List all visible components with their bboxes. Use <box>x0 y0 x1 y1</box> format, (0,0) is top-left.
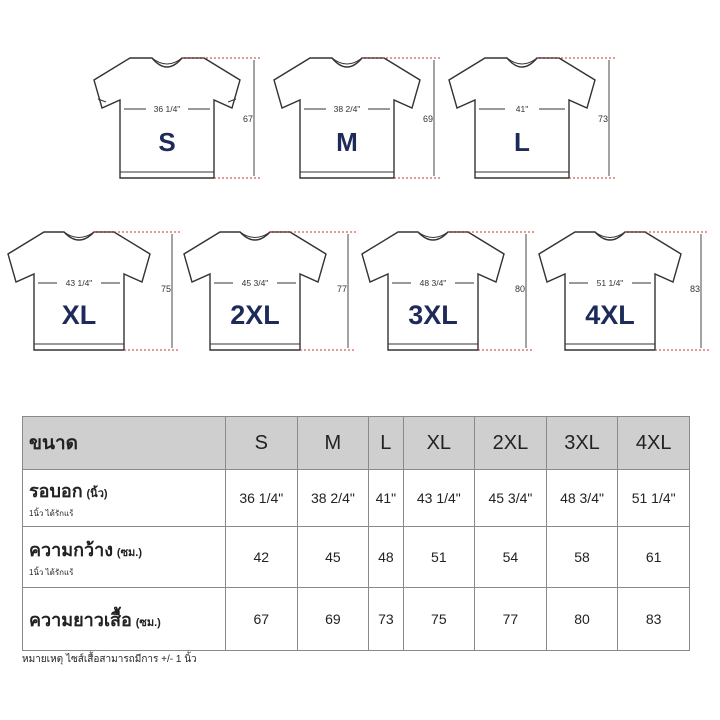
table-row-length <box>23 588 690 651</box>
row-label-chest <box>23 470 226 527</box>
header-size-m: M <box>297 417 369 470</box>
header-size-2xl: 2XL <box>475 417 547 470</box>
tshirt-icon <box>90 52 280 184</box>
row-label-unit: (ซม.) <box>135 616 161 629</box>
tshirt-icon <box>537 226 717 356</box>
tshirt-icon <box>445 52 635 184</box>
tshirt-icon <box>360 226 540 356</box>
chest-measure-label: 38 2/4" <box>333 104 361 114</box>
table-cell: 83 <box>618 588 690 651</box>
table-cell: 45 3/4" <box>475 470 547 527</box>
table-cell: 45 <box>297 527 369 588</box>
row-label-text: รอบอก <box>29 481 83 501</box>
footnote: หมายเหตุ ไซส์เสื้อสามารถมีการ +/- 1 นิ้ว <box>22 654 197 665</box>
table-cell: 48 <box>369 527 403 588</box>
table-row-width <box>23 527 690 588</box>
length-measure-label: 80 <box>514 284 526 294</box>
chest-measure-label: 51 1/4" <box>596 278 624 288</box>
table-cell: 58 <box>546 527 618 588</box>
table-cell: 41" <box>369 470 403 527</box>
table-cell: 77 <box>475 588 547 651</box>
table-cell: 61 <box>618 527 690 588</box>
size-label: 3XL <box>408 300 458 330</box>
length-measure-label: 75 <box>160 284 172 294</box>
table-cell: 75 <box>403 588 475 651</box>
row-label-unit: (นิ้ว) <box>86 488 108 500</box>
header-size-xl: XL <box>403 417 475 470</box>
table-cell: 69 <box>297 588 369 651</box>
table-cell: 43 1/4" <box>403 470 475 527</box>
chest-measure-label: 45 3/4" <box>241 278 269 288</box>
header-size-4xl: 4XL <box>618 417 690 470</box>
header-size-label: ขนาด <box>23 417 226 470</box>
table-header-row <box>23 417 690 470</box>
table-cell: 38 2/4" <box>297 470 369 527</box>
table-row-chest <box>23 470 690 527</box>
size-label: 4XL <box>585 300 635 330</box>
table-cell: 42 <box>226 527 298 588</box>
table-cell: 54 <box>475 527 547 588</box>
size-chart-table <box>22 416 690 651</box>
chest-measure-label: 41" <box>515 104 529 114</box>
shirt-3xl <box>360 226 540 356</box>
row-label-note: 1นิ้ว ได้รักแร้ <box>29 509 74 518</box>
row-label-unit: (ซม.) <box>116 547 143 559</box>
chest-measure-label: 43 1/4" <box>65 278 93 288</box>
header-size-s: S <box>226 417 298 470</box>
shirt-s <box>90 52 280 184</box>
size-label: L <box>514 127 530 157</box>
row-label-text: ความยาวเสื้อ <box>29 609 132 630</box>
size-label: M <box>336 127 358 157</box>
size-label: S <box>158 127 176 157</box>
shirt-2xl <box>182 226 362 356</box>
shirt-4xl <box>537 226 717 356</box>
row-label-length <box>23 588 226 651</box>
size-label: 2XL <box>230 300 280 330</box>
length-measure-label: 67 <box>242 114 254 124</box>
length-measure-label: 69 <box>422 114 434 124</box>
size-label: XL <box>61 300 97 330</box>
chest-measure-label: 36 1/4" <box>153 104 181 114</box>
header-size-3xl: 3XL <box>546 417 618 470</box>
length-measure-label: 83 <box>689 284 701 294</box>
tshirt-icon <box>182 226 362 356</box>
table-cell: 36 1/4" <box>226 470 298 527</box>
chest-measure-label: 48 3/4" <box>419 278 447 288</box>
shirt-l <box>445 52 635 184</box>
table-cell: 51 <box>403 527 475 588</box>
shirt-xl <box>6 226 186 356</box>
header-size-l: L <box>369 417 403 470</box>
table-cell: 80 <box>546 588 618 651</box>
table-cell: 73 <box>369 588 403 651</box>
row-label-note: 1นิ้ว ได้รักแร้ <box>29 568 74 577</box>
row-label-text: ความกว้าง <box>29 540 114 560</box>
tshirt-icon <box>270 52 460 184</box>
table-cell: 51 1/4" <box>618 470 690 527</box>
row-label-width <box>23 527 226 588</box>
shirt-m <box>270 52 460 184</box>
table-cell: 67 <box>226 588 298 651</box>
table-cell: 48 3/4" <box>546 470 618 527</box>
length-measure-label: 77 <box>336 284 348 294</box>
length-measure-label: 73 <box>597 114 609 124</box>
tshirt-icon <box>6 226 186 356</box>
